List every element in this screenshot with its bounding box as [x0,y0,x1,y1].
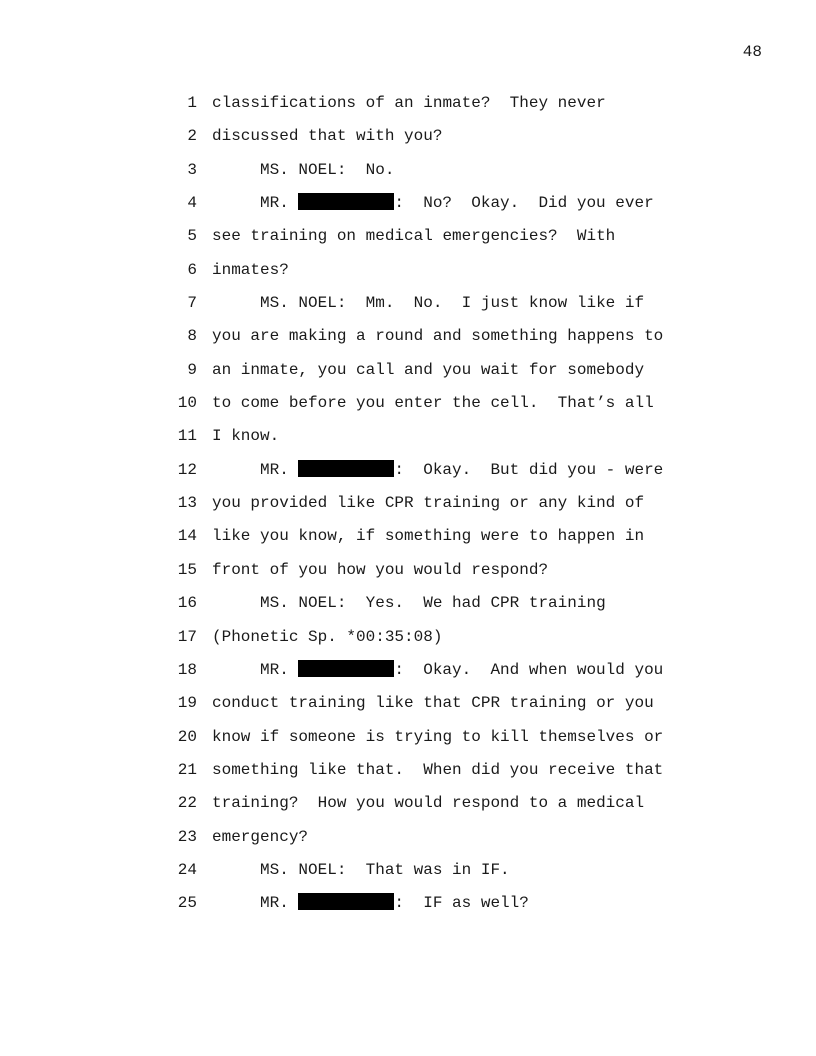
line-number: 17 [177,627,197,646]
line-text [212,826,308,848]
line-number: 1 [187,94,197,112]
line-text-segment: MS. NOEL: No. [212,160,395,179]
line-text [212,392,654,414]
redaction-bar [298,893,394,910]
line-number: 16 [177,594,197,613]
transcript-line [0,125,816,158]
line-text-segment: MR. [212,194,299,213]
line-number: 3 [187,160,197,179]
line-text-segment: : IF as well? [394,894,529,913]
line-number: 18 [177,660,197,679]
transcript-line [0,425,816,458]
transcript-line [0,792,816,825]
line-number: 12 [177,460,197,479]
line-text-segment: MR. [212,894,299,913]
line-number: 10 [177,394,197,413]
transcript-line [0,859,816,892]
redaction-bar [298,193,394,210]
line-text [212,192,654,214]
line-text-segment: : Okay. And when would you [394,660,664,679]
line-number: 7 [187,294,197,313]
line-text-segment: see training on medical emergencies? With [212,227,616,246]
line-text-segment: front of you how you would respond? [212,560,549,579]
line-text [212,225,615,247]
transcript-line [0,626,816,659]
line-text-segment: training? How you would respond to a medical [212,794,645,813]
line-text [212,692,654,714]
transcript-line [0,92,816,125]
line-text-segment: emergency? [212,827,309,846]
line-text-segment: : Okay. But did you - were [394,460,664,479]
line-text [212,359,644,381]
line-text-segment: something like that. When did you receive that [212,760,664,779]
line-text [212,892,529,914]
transcript-line [0,325,816,358]
line-number: 9 [187,360,197,379]
line-number: 21 [177,760,197,779]
line-text [212,726,663,748]
line-text-segment: : No? Okay. Did you ever [394,194,654,213]
transcript-body [0,92,816,926]
line-text-segment: conduct training like that CPR training or you [212,694,654,713]
line-text-segment: know if someone is trying to kill themselves or [212,727,664,746]
line-number: 4 [187,194,197,213]
transcript-line [0,892,816,925]
line-number: 24 [177,860,197,879]
transcript-line [0,659,816,692]
line-number: 13 [177,494,197,513]
line-text [212,425,279,447]
line-number: 8 [187,327,197,346]
transcript-line [0,392,816,425]
line-text-segment: (Phonetic Sp. *00:35:08) [212,627,443,646]
line-number: 20 [177,727,197,746]
line-text [212,292,644,314]
transcript-line [0,292,816,325]
transcript-line [0,192,816,225]
page-number: 48 [742,43,762,61]
line-text-segment: MR. [212,460,299,479]
line-text [212,659,663,681]
line-number: 5 [187,227,197,246]
line-text [212,859,510,881]
line-text-segment: an inmate, you call and you wait for somebody [212,360,645,379]
line-number: 6 [187,260,197,279]
redaction-bar [298,460,394,477]
line-text-segment: inmates? [212,260,289,279]
transcript-line [0,726,816,759]
line-text [212,259,289,281]
line-number: 23 [177,827,197,846]
line-text-segment: MR. [212,660,299,679]
line-number: 11 [177,427,197,446]
line-number: 14 [177,527,197,546]
line-text [212,125,442,147]
line-text [212,592,606,614]
transcript-line [0,592,816,625]
transcript-line [0,759,816,792]
transcript-line [0,525,816,558]
line-text [212,626,442,648]
line-text [212,159,394,181]
line-text-segment: discussed that with you? [212,127,443,146]
transcript-line [0,359,816,392]
line-text-segment: MS. NOEL: Yes. We had CPR training [212,594,606,613]
line-text-segment: MS. NOEL: That was in IF. [212,860,510,879]
line-text-segment: MS. NOEL: Mm. No. I just know like if [212,294,645,313]
line-number: 19 [177,694,197,713]
line-text [212,759,663,781]
line-number: 22 [177,794,197,813]
redaction-bar [298,660,394,677]
line-text [212,792,644,814]
transcript-line [0,559,816,592]
line-text-segment: classifications of an inmate? They never [212,94,606,112]
transcript-line [0,225,816,258]
line-text [212,492,644,514]
line-text [212,525,644,547]
line-text-segment: I know. [212,427,280,446]
line-number: 25 [177,894,197,913]
transcript-line [0,492,816,525]
transcript-line [0,459,816,492]
line-text [212,325,663,347]
line-text-segment: to come before you enter the cell. That’s all [212,394,654,413]
transcript-line [0,692,816,725]
line-text [212,459,663,481]
line-text [212,559,548,581]
line-number: 2 [187,127,197,146]
transcript-line [0,159,816,192]
line-text-segment: you provided like CPR training or any kind of [212,494,645,513]
line-number: 15 [177,560,197,579]
line-text [212,92,606,114]
line-text-segment: like you know, if something were to happen in [212,527,645,546]
transcript-line [0,826,816,859]
transcript-line [0,259,816,292]
line-text-segment: you are making a round and something happens to [212,327,664,346]
